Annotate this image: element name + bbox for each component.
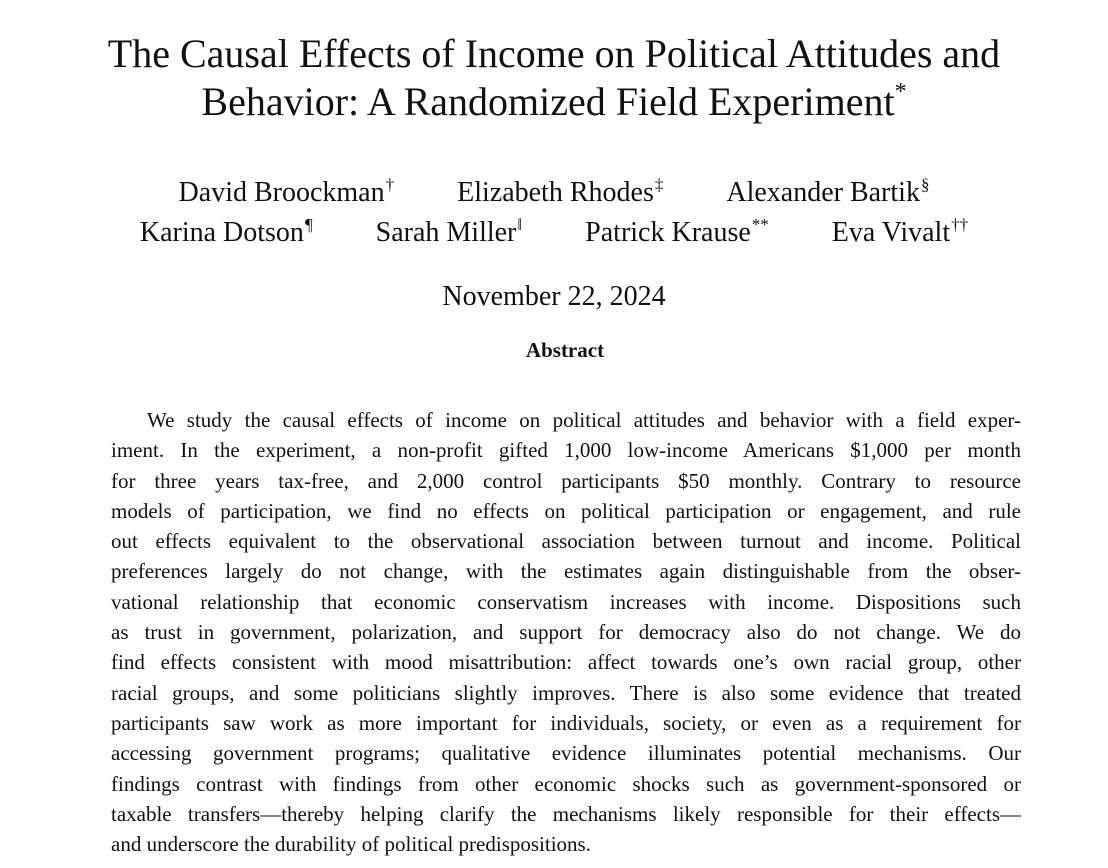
abstract-line: findings contrast with findings from other economic shocks such as government-sponsored or: [111, 771, 1021, 796]
abstract-line: taxable transfers—thereby helping clarify the mechanisms likely responsible for their effects—: [111, 801, 1021, 826]
author-name: David Broockman: [178, 177, 385, 208]
authors-row-2: [0, 216, 1108, 250]
abstract-line: for three years tax-free, and 2,000 control participants $50 monthly. Contrary to resource: [111, 468, 1021, 493]
authors-row-1: [0, 176, 1108, 210]
author-name: Alexander Bartik: [726, 177, 920, 208]
abstract-line: models of participation, we find no effects on political participation or engagement, and rule: [111, 498, 1021, 523]
author-name: Patrick Krause: [585, 217, 751, 248]
abstract-line: and underscore the durability of political predispositions.: [111, 832, 591, 857]
title-footnote-mark: *: [894, 79, 907, 105]
abstract-line: preferences largely do not change, with the estimates again distinguishable from the obser-: [111, 559, 1021, 584]
title-line-1: The Causal Effects of Income on Political Attitudes and: [107, 31, 1001, 76]
abstract-line: We study the causal effects of income on political attitudes and behavior with a field exper-: [147, 408, 1021, 432]
author-alexander-bartik: [726, 176, 929, 210]
abstract-line: iment. In the experiment, a non-profit gifted 1,000 low-income Americans $1,000 per month: [111, 438, 1021, 463]
author-eva-vivalt: [832, 216, 968, 250]
publication-date: November 22, 2024: [442, 281, 666, 312]
author-elizabeth-rhodes: [457, 176, 663, 210]
author-footnote-mark: ††: [951, 215, 969, 234]
author-name: Sarah Miller: [375, 217, 517, 248]
abstract-line: participants saw work as more important for individuals, society, or even as a requirement for: [111, 710, 1021, 735]
abstract-line: accessing government programs; qualitative evidence illuminates potential mechanisms. Our: [111, 741, 1021, 766]
abstract-line: find effects consistent with mood misattribution: affect towards one’s own racial group, other: [111, 650, 1021, 675]
author-sarah-miller: [376, 216, 523, 250]
title-line-2: [0, 78, 1108, 126]
author-karina-dotson: [140, 216, 313, 250]
abstract-body: [111, 405, 1021, 859]
author-name: Karina Dotson: [139, 217, 304, 248]
abstract-line: as trust in government, polarization, and support for democracy also do not change. We do: [111, 620, 1021, 645]
author-footnote-mark: ¶: [304, 215, 313, 234]
author-footnote-mark: †: [385, 175, 395, 194]
author-footnote-mark: ‖: [517, 215, 523, 234]
author-footnote-mark: §: [920, 175, 930, 194]
abstract-line: racial groups, and some politicians slightly improves. There is also some evidence that treated: [111, 680, 1021, 705]
paper-title: [0, 30, 1108, 126]
abstract-line: vational relationship that economic conservatism increases with income. Dispositions such: [111, 589, 1021, 614]
author-name: Elizabeth Rhodes: [457, 177, 654, 208]
author-footnote-mark: ‡: [654, 175, 664, 194]
author-david-broockman: [179, 176, 395, 210]
abstract-heading: Abstract: [525, 338, 605, 362]
abstract-line: out effects equivalent to the observational association between turnout and income. Political: [111, 529, 1021, 554]
author-name: Eva Vivalt: [831, 217, 951, 248]
author-patrick-krause: [585, 216, 769, 250]
title-line-2-text: Behavior: A Randomized Field Experiment: [201, 79, 895, 124]
author-footnote-mark: **: [751, 215, 769, 234]
